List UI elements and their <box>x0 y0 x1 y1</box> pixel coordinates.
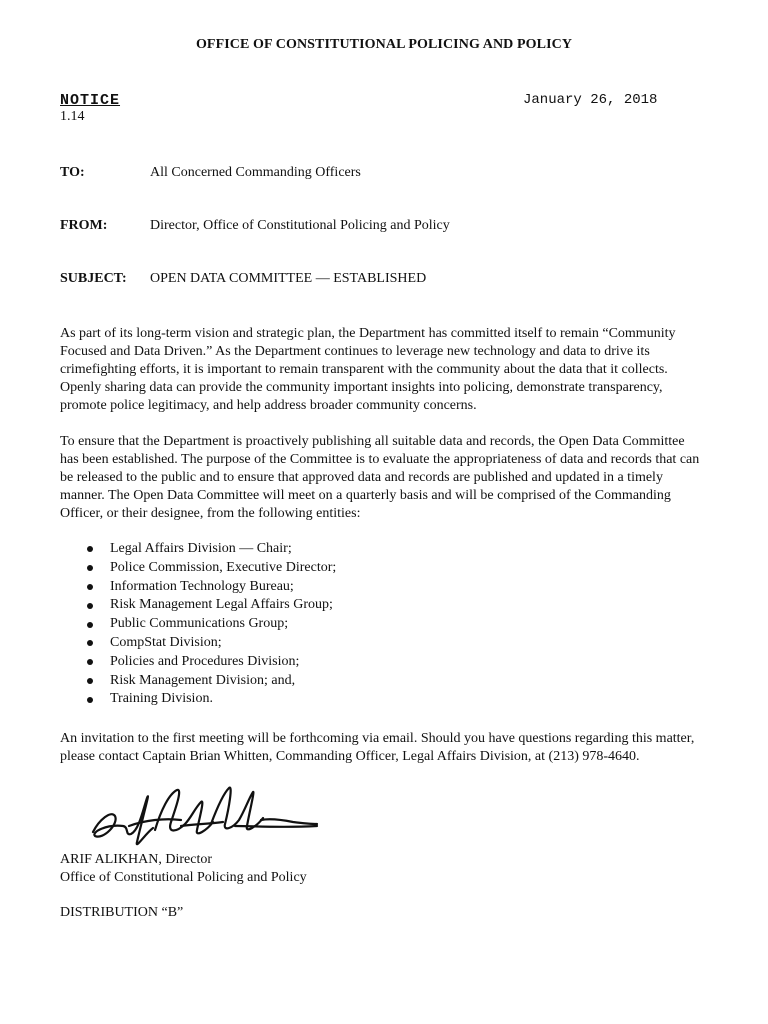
bullet-icon <box>87 546 93 552</box>
notice-title: NOTICE <box>60 92 121 109</box>
bullet-icon <box>87 678 93 684</box>
entity-label: CompStat Division; <box>110 634 222 650</box>
list-item <box>82 615 336 634</box>
list-item <box>82 578 336 597</box>
handwritten-signature <box>85 780 325 855</box>
body-paragraph-2: To ensure that the Department is proactively publishing all suitable data and records, the Open Data Committee has been established. The purpose of the Committee is to evaluate the appropriateness of data and records that can be released to the public and to ensure that approved data and records are published and updated in a timely manner. The Open Data Committee will meet on a quarterly basis and will be comprised of the Commanding Officer, or their designee, from the following entities: <box>60 434 700 521</box>
memo-from-value: Director, Office of Constitutional Policing and Policy <box>150 218 450 233</box>
list-item <box>82 672 336 691</box>
bullet-icon <box>87 622 93 628</box>
entity-label: Legal Affairs Division — Chair; <box>110 541 292 556</box>
bullet-icon <box>87 659 93 665</box>
signatory-office: Office of Constitutional Policing and Policy <box>60 870 307 885</box>
bullet-icon <box>87 697 93 703</box>
memo-from-label: FROM: <box>60 218 108 233</box>
entity-list <box>82 540 336 709</box>
bullet-icon <box>87 603 93 609</box>
entity-label: Training Division. <box>110 691 213 707</box>
distribution-line: DISTRIBUTION “B” <box>60 905 184 920</box>
signatory-name: ARIF ALIKHAN, Director <box>60 852 213 867</box>
notice-number: 1.14 <box>60 109 85 124</box>
notice-date: January 26, 2018 <box>523 92 658 108</box>
list-item <box>82 540 336 559</box>
memo-to-label: TO: <box>60 165 85 180</box>
entity-label: Information Technology Bureau; <box>110 578 294 594</box>
entity-label: Public Communications Group; <box>110 616 289 632</box>
bullet-icon <box>87 640 93 646</box>
entity-label: Policies and Procedures Division; <box>110 653 300 669</box>
bullet-icon <box>87 584 93 590</box>
list-item <box>82 653 336 672</box>
list-item <box>82 596 336 615</box>
entity-label: Police Commission, Executive Director; <box>110 559 337 575</box>
list-item <box>82 634 336 653</box>
body-paragraph-1: As part of its long-term vision and strategic plan, the Department has committed itself to remain “Community Focused and Data Driven.” As the Department continues to leverage new technology and data to drive its crimefighting efforts, it is important to remain transparent with the community about the data that it collects. Openly sharing data can provide the community important insights into policing, demonstrate transparency, promote police legitimacy, and help address broader community concerns. <box>60 326 676 413</box>
memo-to-value: All Concerned Commanding Officers <box>150 165 361 180</box>
list-item <box>82 559 336 578</box>
memo-subject-value: OPEN DATA COMMITTEE — ESTABLISHED <box>150 271 427 286</box>
bullet-icon <box>87 565 93 571</box>
body-paragraph-3: An invitation to the first meeting will be forthcoming via email. Should you have questions regarding this matter, please contact Captain Brian Whitten, Commanding Officer, Legal Affairs Division, at (213) 978-4640. <box>60 731 695 764</box>
list-item <box>82 690 336 709</box>
entity-label: Risk Management Division; and, <box>110 672 296 688</box>
office-header: OFFICE OF CONSTITUTIONAL POLICING AND POLICY <box>195 37 573 52</box>
entity-label: Risk Management Legal Affairs Group; <box>110 597 333 613</box>
memo-from-row <box>60 218 450 234</box>
memo-subject-label: SUBJECT: <box>60 271 127 286</box>
memo-subject-row <box>60 271 426 287</box>
memo-to-row <box>60 165 361 181</box>
